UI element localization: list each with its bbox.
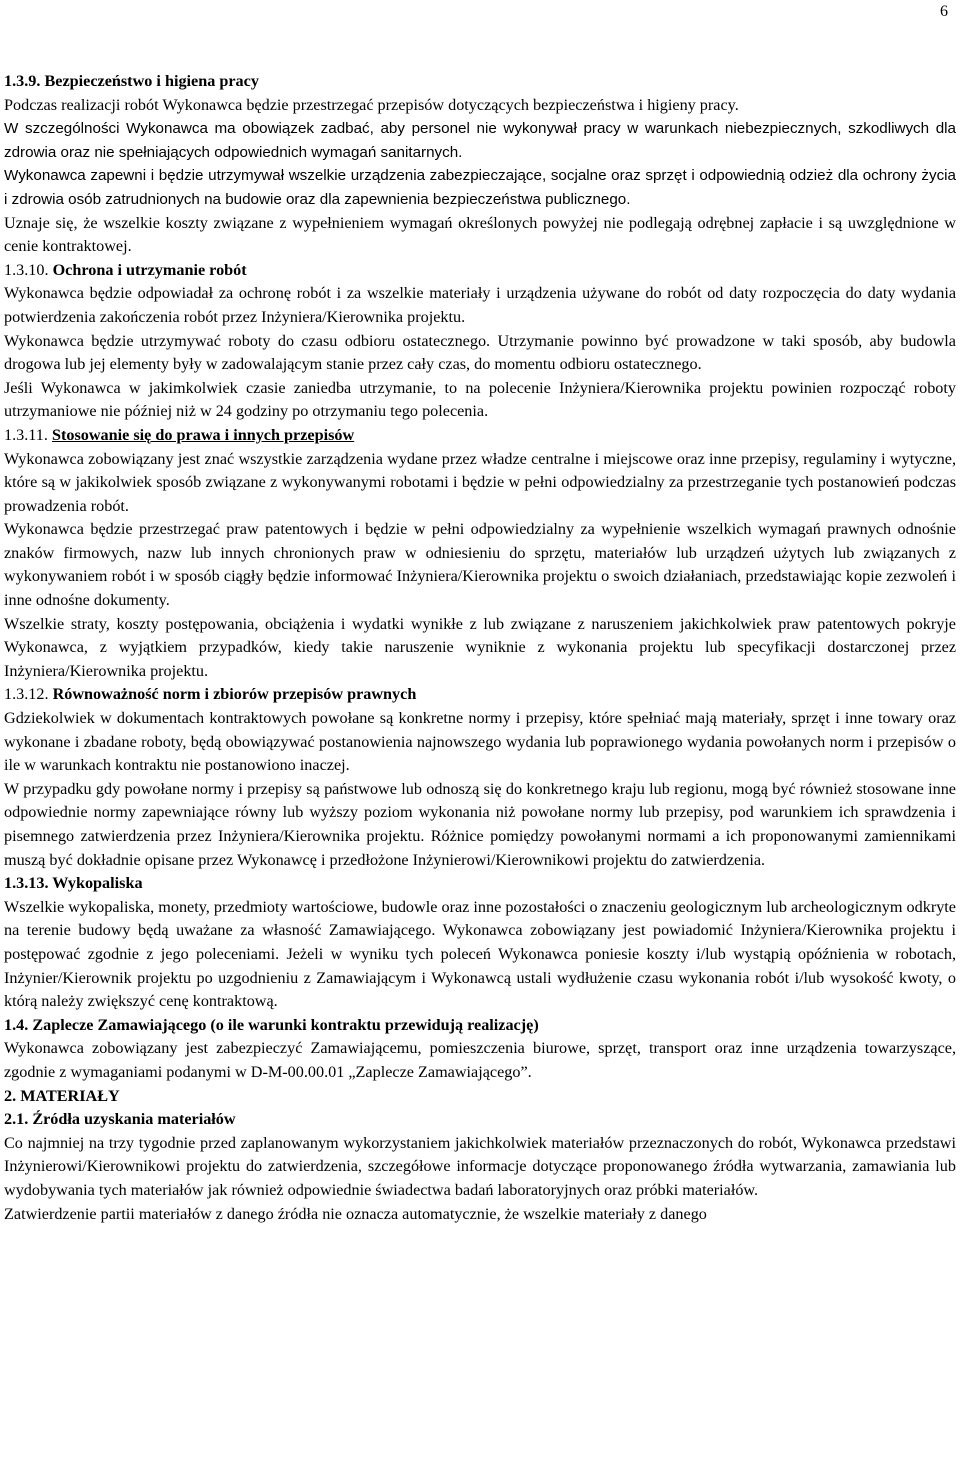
section-heading	[4, 70, 956, 94]
section-title: Ochrona i utrzymanie robót	[52, 260, 247, 279]
section-number: 1.3.12.	[4, 685, 49, 704]
paragraph: Wszelkie straty, koszty postępowania, obciążenia i wydatki wynikłe z lub związane z naruszeniem jakichkolwiek praw patentowych pokryje Wykonawca, z wyjątkiem przypadków, kiedy takie naruszenie wyniknie z wykonania projektu lub specyfikacji dostarczonej przez Inżyniera/Kierownika projektu.	[4, 614, 956, 680]
section-number: 1.3.9.	[4, 72, 41, 90]
section-title: Równoważność norm i zbiorów przepisów prawnych	[52, 685, 417, 704]
section-title: Wykopaliska	[52, 874, 143, 893]
section-number: 2.	[4, 1086, 17, 1105]
section-heading	[4, 683, 956, 707]
section-heading	[4, 872, 956, 896]
section-number: 1.4.	[4, 1015, 29, 1034]
section-heading	[4, 424, 956, 448]
paragraph: W przypadku gdy powołane normy i przepisy są państwowe lub odnoszą się do konkretnego kraju lub regionu, mogą być również stosowane inne odpowiednie normy zapewniające równy lub wyższy poziom wykonania niż powołane normy lub przepisy, pod warunkiem ich sprawdzenia i pisemnego zatwierdzenia przez Inżyniera/Kierownika projektu. Różnice pomiędzy powołanymi normami a ich proponowanymi zamiennikami muszą być dokładnie opisane przez Wykonawcę i przedłożone Inżynierowi/Kierownikowi projektu do zatwierdzenia.	[4, 779, 956, 869]
section-number: 2.1.	[4, 1110, 29, 1129]
paragraph: Wykonawca będzie odpowiadał za ochronę robót i za wszelkie materiały i urządzenia używane do robót od daty rozpoczęcia do daty wydania potwierdzenia zakończenia robót przez Inżyniera/Kierownika projektu.	[4, 284, 956, 326]
section-title: Stosowanie się do prawa i innych przepisów	[51, 425, 355, 444]
paragraph: Wykonawca zobowiązany jest znać wszystkie zarządzenia wydane przez władze centralne i miejscowe oraz inne przepisy, regulaminy i wytyczne, które są w jakikolwiek sposób związane z wykonywanymi robotami i będzie w pełni odpowiedzialny za przestrzeganie tych postanowień podczas prowadzenia robót.	[4, 449, 956, 515]
paragraph: Wykonawca zapewni i będzie utrzymywał wszelkie urządzenia zabezpieczające, socjalne oraz sprzęt i odpowiednią odzież dla ochrony życia i zdrowia osób zatrudnionych na budowie oraz dla zapewnienia bezpieczeństwa publicznego.	[4, 167, 956, 208]
section-title: Źródła uzyskania materiałów	[32, 1110, 236, 1129]
paragraph: Wykonawca będzie przestrzegać praw patentowych i będzie w pełni odpowiedzialny za wypełnienie wszelkich wymagań prawnych odnośnie znaków firmowych, nazw lub innych chronionych praw w odniesieniu do sprzętu, materiałów lub urządzeń użytych lub związanych z wykonywaniem robót i w sposób ciągły będzie informować Inżyniera/Kierownika projektu o swoich działaniach, przedstawiając kopie zezwoleń i inne odnośne dokumenty.	[4, 520, 956, 610]
paragraph: Wykonawca będzie utrzymywać roboty do czasu odbioru ostatecznego. Utrzymanie powinno być prowadzone w taki sposób, aby budowla drogowa lub jej elementy były w zadowalającym stanie przez cały czas, do momentu odbioru ostatecznego.	[4, 331, 956, 374]
paragraph: Gdziekolwiek w dokumentach kontraktowych powołane są konkretne normy i przepisy, które spełniać mają materiały, sprzęt i inne towary oraz wykonane i zbadane roboty, będą obowiązywać postanowienia najnowszego wydania lub poprawionego wydania powołanych norm i przepisów o ile w warunkach kontraktu nie postanowiono inaczej.	[4, 709, 956, 775]
section-heading	[4, 1014, 956, 1038]
section-number: 1.3.11.	[4, 425, 48, 444]
section-number: 1.3.10.	[4, 260, 49, 279]
section-title: Zaplecze Zamawiającego (o ile warunki kontraktu przewidują realizację)	[32, 1015, 539, 1034]
page-number: 6	[940, 3, 948, 20]
document-body	[4, 70, 956, 1226]
paragraph: Jeśli Wykonawca w jakimkolwiek czasie zaniedba utrzymanie, to na polecenie Inżyniera/Kierownika projektu powinien rozpocząć roboty utrzymaniowe nie później niż w 24 godziny po otrzymaniu tego polecenia.	[4, 378, 956, 421]
paragraph: W szczególności Wykonawca ma obowiązek zadbać, aby personel nie wykonywał pracy w warunkach niebezpiecznych, szkodliwych dla zdrowia oraz nie spełniających odpowiednich wymagań sanitarnych.	[4, 120, 956, 161]
section-number: 1.3.13.	[4, 874, 49, 893]
section-heading	[4, 1108, 956, 1132]
paragraph: Wykonawca zobowiązany jest zabezpieczyć Zamawiającemu, pomieszczenia biurowe, sprzęt, transport oraz inne urządzenia towarzyszące, zgodnie z wymaganiami podanymi w D-M-00.00.01 „Zaplecze Zamawiającego”.	[4, 1039, 956, 1081]
paragraph: Podczas realizacji robót Wykonawca będzie przestrzegać przepisów dotyczących bezpieczeństwa i higieny pracy.	[4, 95, 739, 114]
paragraph: Co najmniej na trzy tygodnie przed zaplanowanym wykorzystaniem jakichkolwiek materiałów przeznaczonych do robót, Wykonawca przedstawi Inżynierowi/Kierownikowi projektu do zatwierdzenia, szczegółowe informacje dotyczące proponowanego źródła wytwarzania, zamawiania lub wydobywania tych materiałów jak również odpowiednie świadectwa badań laboratoryjnych oraz próbki materiałów.	[4, 1133, 956, 1199]
paragraph: Wszelkie wykopaliska, monety, przedmioty wartościowe, budowle oraz inne pozostałości o znaczeniu geologicznym lub archeologicznym odkryte na terenie budowy będą uważane za własność Zamawiającego. Wykonawca zobowiązany jest powiadomić Inżyniera/Kierownika projektu i postępować zgodnie z jego poleceniami. Jeżeli w wyniku tych poleceń Wykonawca poniesie koszty i/lub wystąpią opóźnienia w robotach, Inżynier/Kierownik projektu po uzgodnieniu z Zamawiającym i Wykonawcą ustali wydłużenie czasu wykonania robót i/lub wysokość kwoty, o którą należy zwiększyć cenę kontraktową.	[4, 897, 956, 1011]
section-heading	[4, 259, 956, 283]
chapter-heading	[4, 1085, 956, 1109]
paragraph: Zatwierdzenie partii materiałów z danego źródła nie oznacza automatycznie, że wszelkie materiały z danego	[4, 1204, 707, 1223]
paragraph: Uznaje się, że wszelkie koszty związane z wypełnieniem wymagań określonych powyżej nie podlegają odrębnej zapłacie i są uwzględnione w cenie kontraktowej.	[4, 213, 956, 256]
section-title: Bezpieczeństwo i higiena pracy	[44, 72, 259, 90]
section-title: MATERIAŁY	[20, 1086, 120, 1105]
